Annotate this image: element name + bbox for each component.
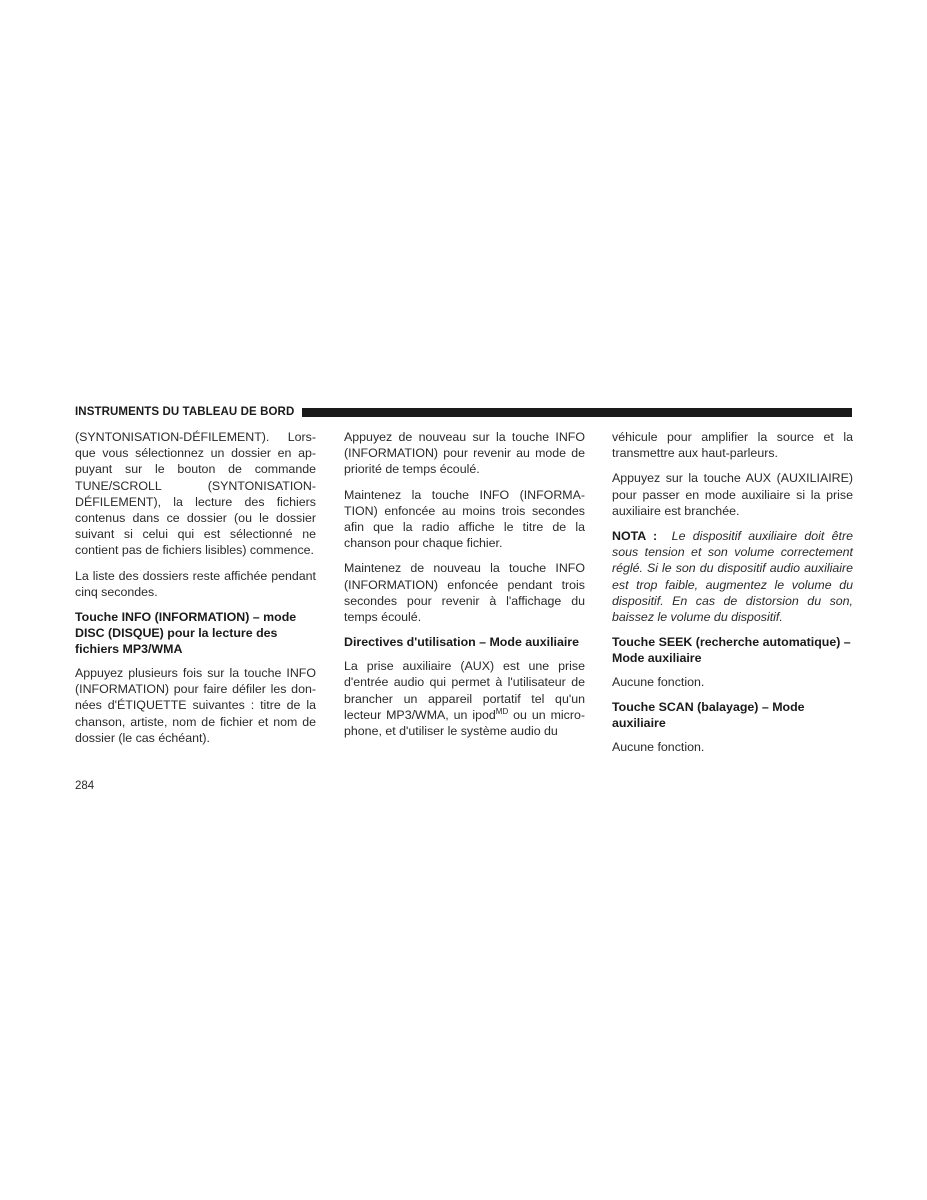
paragraph-seek-function: Aucune fonction. <box>612 675 705 690</box>
paragraph-folder-selection: (SYNTONISATION-DÉFILEMENT). Lorsque vous sélectionnez un dossier en appuyant sur le bouton de commande TUNE/SCROLL (SYNTONISATION-DÉFILEMENT), la lecture des fichiers contenus dans ce dossier (ou le dossier suivant si celui qui est sélectionné ne contient pas de fichiers lisibles) commence. <box>75 430 316 558</box>
heading-scan-aux: Touche SCAN (balayage) – Mode auxiliaire <box>612 700 805 731</box>
column-middle <box>344 429 585 748</box>
paragraph-aux-jack <box>344 658 585 739</box>
aux-jack-text-end: ou un microphone, et d'utiliser le système audio du <box>344 707 585 739</box>
page-number: 284 <box>75 780 95 792</box>
paragraph-info-hold-elapsed: Maintenez de nouveau la touche INFO (INFORMATION) enfoncée pendant trois secondes pour revenir à l'affichage du temps écoulé. <box>344 561 585 625</box>
paragraph-info-return: Appuyez de nouveau sur la touche INFO (INFORMATION) pour revenir au mode de priorité de temps écoulé. <box>344 430 585 477</box>
paragraph-aux-button: Appuyez sur la touche AUX (AUXILIAIRE) pour passer en mode auxiliaire si la prise auxiliaire est branchée. <box>612 471 853 518</box>
note-label: NOTA : <box>612 529 658 544</box>
header-rule <box>302 408 852 417</box>
aux-jack-text-start: La prise auxiliaire (AUX) est une prise d'entrée audio qui permet à l'utilisateur de brancher un appareil portatif tel qu'un lecteur MP3/WMA, un ipod <box>344 659 585 722</box>
paragraph-folder-list: La liste des dossiers reste affichée pendant cinq secondes. <box>75 568 316 599</box>
paragraph-scan-function: Aucune fonction. <box>612 740 705 755</box>
heading-info-disc-mode: Touche INFO (INFORMATION) – mode DISC (DISQUE) pour la lecture des fichiers MP3/WMA <box>75 610 297 657</box>
paragraph-aux-amplify: véhicule pour amplifier la source et la transmettre aux haut-parleurs. <box>612 430 853 461</box>
note-text: Le dispositif auxiliaire doit être sous tension et son volume correctement réglé. Si le son du dispositif audio auxiliaire est trop faible, augmentez le volume du dispositif. En cas de distorsion du son, baissez le volume du dispositif. <box>612 529 853 625</box>
heading-aux-directions: Directives d'utilisation – Mode auxiliaire <box>344 635 579 650</box>
section-header <box>75 405 852 419</box>
heading-seek-aux: Touche SEEK (recherche automatique) – Mode auxiliaire <box>612 635 851 666</box>
paragraph-info-tag-data: Appuyez plusieurs fois sur la touche INFO (INFORMATION) pour faire défiler les données d'ÉTIQUETTE suivantes : titre de la chanson, artiste, nom de fichier et nom de dossier (le cas échéant). <box>75 666 316 745</box>
section-title: INSTRUMENTS DU TABLEAU DE BORD <box>75 406 295 418</box>
note-paragraph <box>612 528 853 625</box>
trademark-superscript: MD <box>495 706 509 716</box>
paragraph-info-hold-title: Maintenez la touche INFO (INFORMATION) enfoncée au moins trois secondes afin que la radio affiche le titre de la chanson pour chaque fichier. <box>344 487 585 551</box>
column-left <box>75 429 316 755</box>
column-right <box>612 429 853 765</box>
